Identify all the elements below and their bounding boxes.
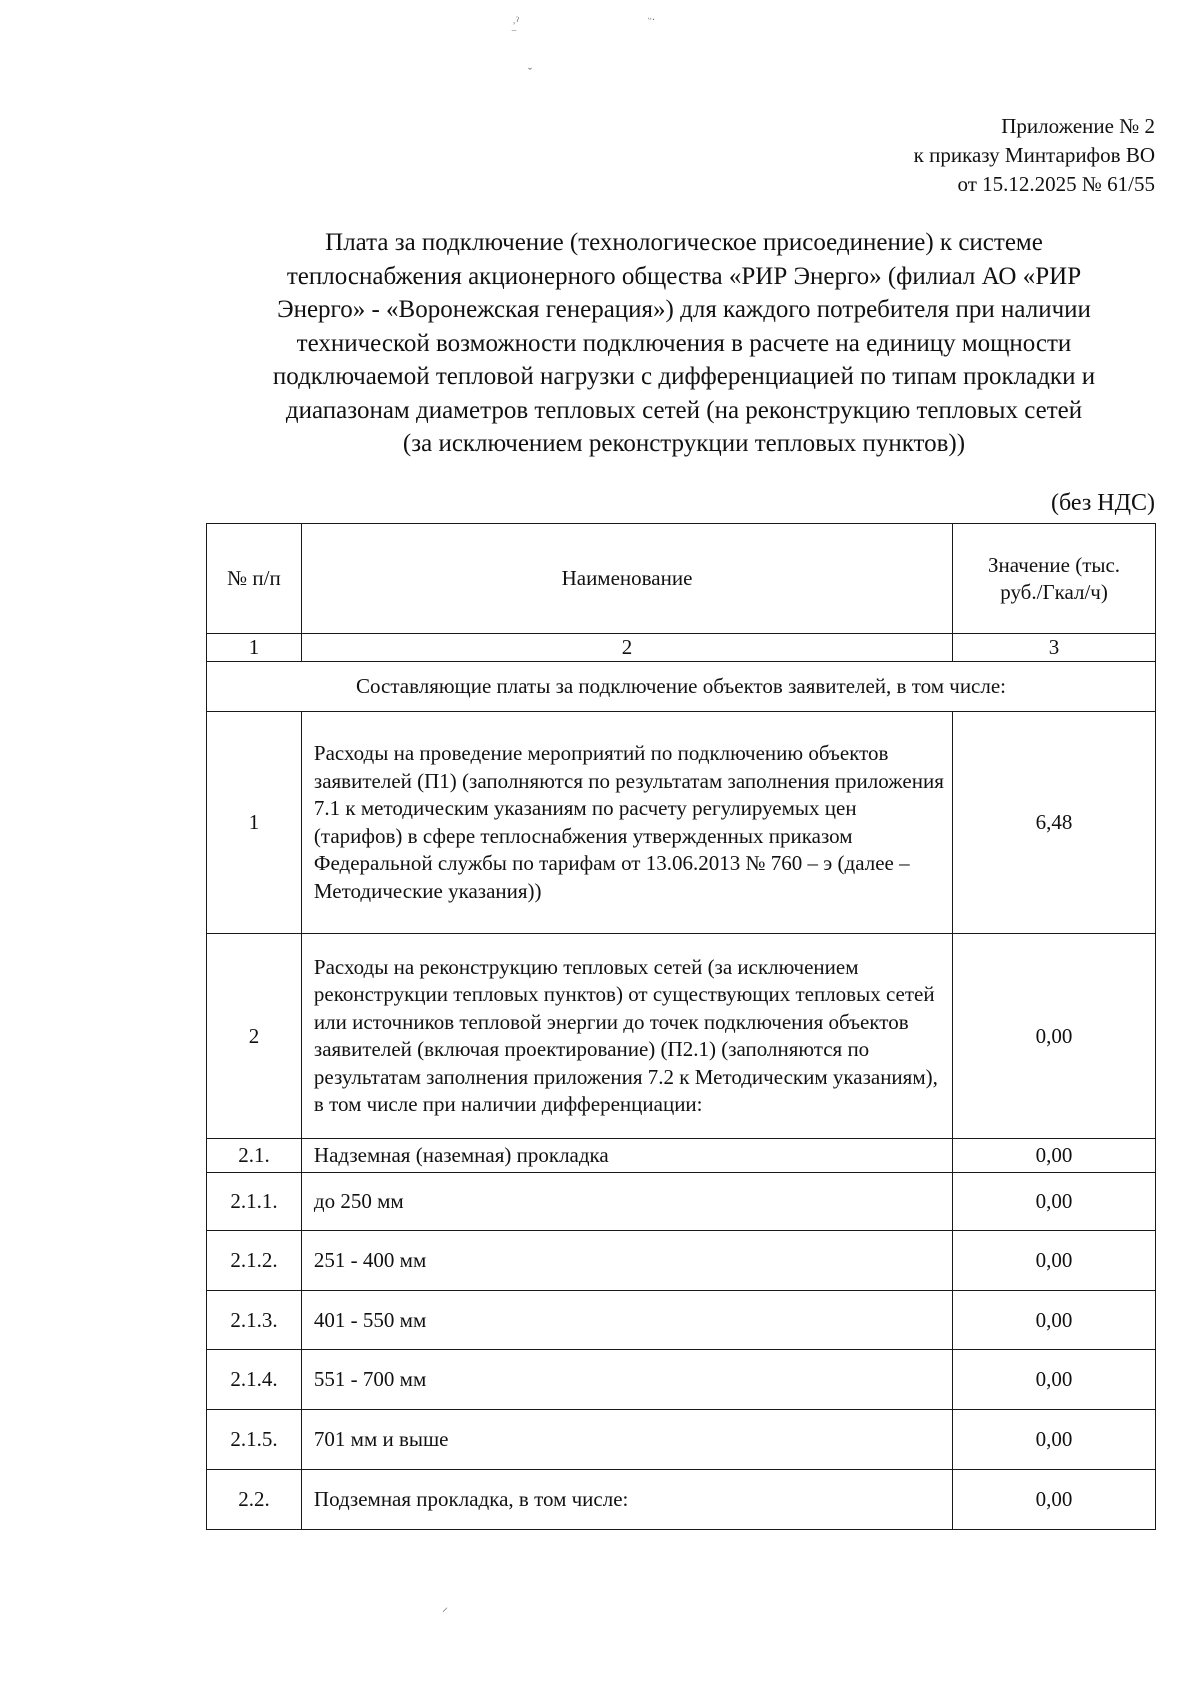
title-line: Плата за подключение (технологическое присоединение) к системе [325, 229, 1043, 256]
title-line: диапазонам диаметров тепловых сетей (на реконструкцию тепловых сетей [285, 396, 1083, 424]
table-header-row [207, 524, 1156, 634]
header-value: Значение (тыс. руб./Гкал/ч) [953, 524, 1156, 634]
table-row [207, 1470, 1156, 1530]
row-num: 2.2. [207, 1470, 302, 1530]
section-title: Составляющие платы за подключение объектов заявителей, в том числе: [207, 662, 1156, 712]
table-row [207, 1139, 1156, 1173]
annex-number: Приложение № 2 [1001, 114, 1155, 138]
title-line: Энерго» - «Воронежская генерация») для каждого потребителя при наличии [277, 296, 1091, 323]
row-value: 0,00 [953, 1350, 1156, 1410]
tariff-table [206, 523, 1156, 1530]
index-cell: 2 [301, 634, 952, 662]
annex-date: от 15.12.2025 № 61/55 [957, 172, 1155, 196]
row-num: 2.1. [207, 1139, 302, 1173]
row-value: 0,00 [953, 1410, 1156, 1470]
row-value: 0,00 [953, 1139, 1156, 1173]
row-value: 0,00 [953, 1291, 1156, 1350]
index-cell: 1 [207, 634, 302, 662]
row-value: 0,00 [953, 1470, 1156, 1530]
row-value: 0,00 [953, 934, 1156, 1139]
section-row [207, 662, 1156, 712]
row-num: 2 [207, 934, 302, 1139]
title-line: технической возможности подключения в расчете на единицу мощности [296, 329, 1072, 357]
table-row [207, 712, 1156, 934]
index-cell: 3 [953, 634, 1156, 662]
row-name: Подземная прокладка, в том числе: [301, 1470, 952, 1530]
header-num: № п/п [207, 524, 302, 634]
row-name: до 250 мм [301, 1173, 952, 1231]
row-num: 2.1.1. [207, 1173, 302, 1231]
row-name: 551 - 700 мм [301, 1350, 952, 1410]
title-line: теплоснабжения акционерного общества «РИР Энерго» (филиал АО «РИР [286, 262, 1082, 290]
table-row [207, 1291, 1156, 1350]
title-line: подключаемой тепловой нагрузки с дифференциацией по типам прокладки и [272, 363, 1096, 390]
row-name: 701 мм и выше [301, 1410, 952, 1470]
row-num: 2.1.3. [207, 1291, 302, 1350]
row-name: Надземная (наземная) прокладка [301, 1139, 952, 1173]
table-row [207, 1231, 1156, 1291]
row-name: 251 - 400 мм [301, 1231, 952, 1291]
table-row [207, 934, 1156, 1139]
row-num: 2.1.2. [207, 1231, 302, 1291]
table-row [207, 1173, 1156, 1231]
table-row [207, 1410, 1156, 1470]
row-name: 401 - 550 мм [301, 1291, 952, 1350]
table-index-row [207, 634, 1156, 662]
row-num: 1 [207, 712, 302, 934]
row-num: 2.1.4. [207, 1350, 302, 1410]
row-value: 0,00 [953, 1231, 1156, 1291]
header-name: Наименование [301, 524, 952, 634]
document-title [204, 226, 1164, 461]
annex-header [735, 112, 1155, 199]
row-name: Расходы на проведение мероприятий по подключению объектов заявителей (П1) (заполняются по результатам заполнения приложения 7.1 к методическим указаниям по расчету регулируемых цен (тарифов) в сфере теплоснабжения утвержденных приказом Федеральной службы по тарифам от 13.06.2013 № 760 – э (далее – Методические указания)) [301, 712, 952, 934]
table-row [207, 1350, 1156, 1410]
row-value: 0,00 [953, 1173, 1156, 1231]
row-value: 6,48 [953, 712, 1156, 934]
row-num: 2.1.5. [207, 1410, 302, 1470]
title-line: (за исключением реконструкции тепловых пунктов)) [402, 430, 966, 457]
vat-note: (без НДС) [1050, 490, 1155, 516]
annex-order: к приказу Минтарифов ВО [913, 143, 1155, 167]
row-name: Расходы на реконструкцию тепловых сетей (за исключением реконструкции тепловых пунктов) от существующих тепловых сетей или источников тепловой энергии до точек подключения объектов заявителей (включая проектирование) (П2.1) (заполняются по результатам заполнения приложения 7.2 к Методическим указаниям), в том числе при наличии дифференциации: [301, 934, 952, 1139]
